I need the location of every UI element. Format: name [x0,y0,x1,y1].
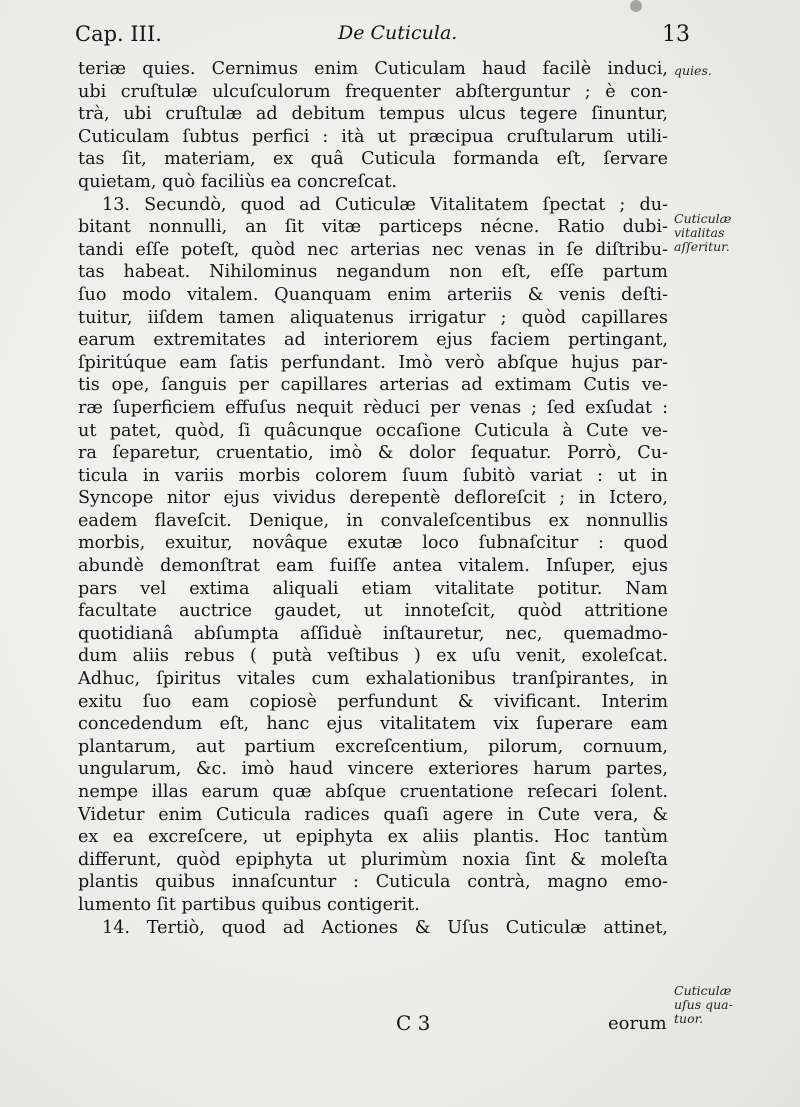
margin-note-quies [674,64,712,78]
margin-note-line: quies. [674,63,712,78]
running-header [75,22,715,52]
text-line: 14. Tertiò, quod ad Actiones & Uſus Cuticulæ attinet, [102,917,668,938]
text-line: earum extremitates ad interiorem ejus faciem pertingant, [78,330,668,351]
text-line: facultate auctrice gaudet, ut innoteſcit, quòd attritione [78,601,668,622]
body-text [78,58,668,939]
text-line: morbis, exuitur, novâque exutæ loco ſubnaſcitur : quod [78,533,668,554]
page-number: 13 [662,22,690,47]
running-title: De Cuticula. [338,22,458,44]
catchword: eorum [608,1013,667,1034]
text-line: plantarum, aut partium excreſcentium, pilorum, cornuum, [78,736,668,757]
text-line: nempe illas earum quæ abſque cruentatione reſecari ſolent. [78,782,668,802]
text-line: plantis quibus innaſcuntur : Cuticula contrà, magno emo- [78,872,668,893]
text-line: tas habeat. Nihilominus negandum non eſt, eſſe partum [78,262,668,283]
text-line: lumento ſit partibus quibus contigerit. [78,894,420,915]
text-line: ræ ſuperficiem effuſus nequit rèduci per venas ; ſed exſudat : [78,397,668,418]
text-line: ungularum, &c. imò haud vincere exteriores harum partes, [78,759,668,780]
text-line: tandi eſſe poteſt, quòd nec arterias nec venas in ſe diſtribu- [78,239,668,260]
text-line: bitant nonnulli, an ſit vitæ particeps nécne. Ratio dubi- [78,217,668,238]
text-line: tas ſit, materiam, ex quâ Cuticula formanda eſt, ſervare [78,149,668,170]
ink-spot [630,0,642,12]
text-line: ra ſeparetur, cruentatio, imò & dolor ſequatur. Porrò, Cu- [78,443,668,464]
text-line: ut patet, quòd, ſi quâcunque occaſione Cuticula à Cute ve- [78,420,668,441]
signature-mark: C 3 [396,1011,431,1035]
chapter-heading: Cap. III. [75,22,162,46]
text-line: tis ope, ſanguis per capillares arterias ad extimam Cutis ve- [78,375,668,396]
text-line: quotidianâ abſumpta aſſiduè inſtauretur, nec, quemadmo- [78,623,668,644]
margin-note-line: tuor. [674,1011,704,1026]
text-line: ticula in variis morbis colorem ſuum ſubitò variat : ut in [78,465,668,486]
text-line: Videtur enim Cuticula radices quaſi agere in Cute vera, & [78,804,668,825]
text-line: eadem flaveſcit. Denique, in convaleſcentibus ex nonnullis [78,510,668,531]
margin-note-usus [674,984,733,1026]
text-line: trà, ubi cruſtulæ ad debitum tempus ulcus tegere ſinuntur, [78,104,668,125]
text-line: exitu ſuo eam copiosè perfundunt & vivificant. Interim [78,691,668,712]
text-line: ſpiritúque eam ſatis perfundant. Imò verò abſque hujus par- [78,352,668,373]
text-line: dum aliis rebus ( putà veſtibus ) ex uſu venit, exoleſcat. [78,646,668,667]
text-line: Cuticulam ſubtus perfici : ità ut præcipua cruſtularum utili- [78,126,668,147]
margin-note-line: Cuticulæ [674,983,732,998]
text-line: concedendum eſt, hanc ejus vitalitatem vix ſuperare eam [78,714,668,735]
text-line: tuitur, iiſdem tamen aliquatenus irrigatur ; quòd capillares [78,307,668,328]
margin-note-line: aſſeritur. [674,239,730,254]
text-line: Syncope nitor ejus vividus derepentè defloreſcit ; in Ictero, [78,488,668,509]
text-line: differunt, quòd epiphyta ut plurimùm noxia ſint & moleſta [78,849,668,870]
text-line: ſuo modo vitalem. Quanquam enim arteriis & venis deſti- [78,284,668,305]
margin-note-vitalitas [674,212,731,254]
text-line: pars vel extima aliquali etiam vitalitate potitur. Nam [78,578,668,599]
margin-note-line: uſus qua- [674,997,733,1012]
margin-note-line: Cuticulæ [674,211,732,226]
text-line: ex ea excreſcere, ut epiphyta ex aliis plantis. Hoc tantùm [78,827,668,848]
text-line: Adhuc, ſpiritus vitales cum exhalationibus tranſpirantes, in [78,669,668,690]
margin-note-line: vitalitas [674,225,725,240]
text-line: 13. Secundò, quod ad Cuticulæ Vitalitatem ſpectat ; du- [102,194,668,215]
text-line: quietam, quò faciliùs ea concreſcat. [78,171,397,192]
text-line: ubi cruſtulæ ulcuſculorum frequenter abſterguntur ; è con- [78,81,668,102]
text-line: teriæ quies. Cernimus enim Cuticulam haud facilè induci, [78,59,668,79]
text-line: abundè demonſtrat eam fuiſſe antea vitalem. Inſuper, ejus [78,556,668,577]
